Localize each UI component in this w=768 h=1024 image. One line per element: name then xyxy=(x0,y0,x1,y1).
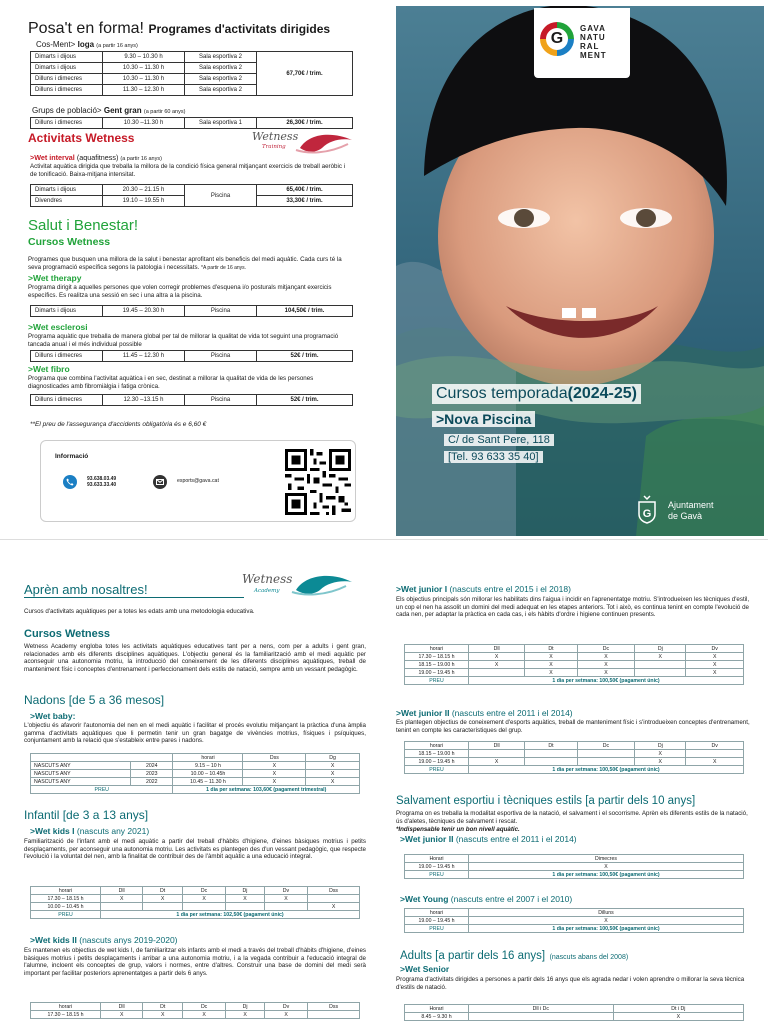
fibro-description: Programa que combina l'activitat aquàtica i en sec, destinat a millorar la qualitat de vida de les persones diagnosticades amb fibromiàlgia i fatiga crònica. xyxy=(28,375,314,390)
table-row: 17.30 – 18.15 h X X X X X xyxy=(31,895,360,903)
table-row: Dimarts i dijous 19.45 – 20.30 h Piscina 104,50€ / trim. xyxy=(31,306,353,317)
table-row: PREU 1 dia per setmana: 100,50€ (pagament únic) xyxy=(405,677,744,685)
kids2-description: Es mantenen els objectius de wet kids I, de familiaritzar els infants amb el medi a través del treball d'hàbits d'higiene, d'eines bàsiques motrius i petits desplaçaments i arribar a una autonomia motriu, i a la vegada contribuir a l'educació integral de l'alumne, incloent els conceptes de grup, valors i normes, entre d'altres. Construir una base de domini del medi serà important per facilitar posteriors aprenentatges a partir dels 6 anys. xyxy=(24,947,366,977)
table-row: Horari Dimecres xyxy=(405,855,744,863)
table-row: 10.00 – 10.45 h X xyxy=(31,903,360,911)
junior2-table xyxy=(404,741,744,774)
interval-description: Activitat aquàtica dirigida que treballa la millora de la condició física general mitjançant exercicis de treball aeròbic i de tonificació. Baixa-mitjana intensitat. xyxy=(30,163,346,178)
table-row: Dimarts i dijous 20.30 – 21.15 h Piscina 65,40€ / trim. xyxy=(31,185,353,196)
table-row: horari Dss Dg xyxy=(31,754,360,762)
kids1-heading: >Wet kids I (nascuts any 2021) xyxy=(30,826,150,836)
fibro-heading: >Wet fibro xyxy=(28,364,70,374)
interval-heading: >Wet interval (aquafitness) (a partir 16 anys) xyxy=(30,153,162,162)
esclerosi-table xyxy=(30,350,353,362)
baby-description: L'objectiu és afavorir l'autonomia del nen en el medi aquàtic i facilitar el procés evolutiu mitjançant la pràctica d'una àmplia gamma d'activitats aquàtiques que li permetin tenir un gran bagatge de vivències motrius, físiques i psíquiques, conjuntament amb la relació que s'estableix entre pares i nadons. xyxy=(24,722,366,745)
senior-heading: >Wet Senior xyxy=(400,964,450,974)
table-row: 19.00 – 19.45 h X X X xyxy=(405,669,744,677)
svg-text:G: G xyxy=(642,508,652,520)
brand-g-icon: G xyxy=(540,22,574,56)
salut-description: Programes que busquen una millora de la salut i benestar aprofitant els beneficis del medi aquàtic. Cada curs té la seva programació específica segons la patologia i necessitats. *A partir de 16 anys. xyxy=(28,256,342,271)
salvament-description: Programa on es treballa la modalitat esportiva de la natació, el salvament i el socorrisme. Aprèn els diferents estils de la natació, ús d'aletes, tècniques de salvament i rescat. xyxy=(396,810,748,825)
junior1-heading: >Wet junior I (nascuts entre el 2015 i el 2018) xyxy=(396,584,571,594)
title-sub: Programes d'activitats dirigides xyxy=(148,22,331,36)
table-row: 17.30 – 18.15 h X X X X X xyxy=(31,1011,360,1019)
salvament-note: *Indispensable tenir un bon nivell aquàtic. xyxy=(396,826,520,833)
phone-icon xyxy=(63,475,77,489)
pool-name: >Nova Piscina xyxy=(432,411,535,427)
table-row: Dilluns i dimecres 11.45 – 12.30 h Piscina 52€ / trim. xyxy=(31,351,353,362)
junior1-description: Els objectius principals són millorar les habilitats dins l'aigua i incidir en l'aprenentatge motriu. S'introdueixen les tècniques d'estil, un cop el nen ha assolit un domini del medi adequat en les etapes anteriors. Tot i això, es continua tenint en compte l'evolució de cada nen, per adaptar la pràctica en cada cas, i els hàbits d'ordre i higiene continuen presents. xyxy=(396,596,750,619)
table-row: 19.00 – 19.45 h X xyxy=(405,917,744,925)
young-table xyxy=(404,908,744,933)
wetness-training-logo: Wetness Training xyxy=(248,128,358,158)
cursos-wetness-heading: Cursos Wetness xyxy=(28,236,111,248)
salvament-heading: Salvament esportiu i tècniques estils [a partir dels 10 anys] xyxy=(396,795,696,807)
therapy-table xyxy=(30,305,353,317)
table-row: NASCUTS ANY 2023 10.00 – 10.45h X X xyxy=(31,770,360,778)
salut-heading: Salut i Benestar! xyxy=(28,217,139,234)
table-row: 8.45 – 9.30 h X xyxy=(405,1013,744,1021)
ioga-heading: Cos-Ment> Ioga (a partir 16 anys) xyxy=(36,40,138,49)
title-main: Posa't en forma! xyxy=(28,20,144,37)
table-row: PREU 1 dia per setmana: 100,50€ (pagament únic) xyxy=(405,871,744,879)
therapy-heading: >Wet therapy xyxy=(28,273,82,283)
senior-description: Programa d'activitats dirigides a persones a partir dels 16 anys que els agrada nedar i volen aprendre o millorar la seva tècnica d'estils de natació. xyxy=(396,976,745,991)
table-row: horari Dll Dt Dc Dj Dv Dss xyxy=(31,1003,360,1011)
table-row: Dilluns i dimecres 10.30 –11.30 h Sala esportiva 1 26,30€ / trim. xyxy=(31,118,353,129)
learn-intro: Cursos d'activitats aquàtiques per a totes les edats amb una metodologia educativa. xyxy=(24,608,255,615)
esclerosi-heading: >Wet esclerosi xyxy=(28,322,88,332)
junior2-description: Es plantegen objectius de coneixement d'esports aquàtics, treball de manteniment físic i s'introdueixen conceptes d'entrenament, tenint en compte les característiques del grup. xyxy=(396,719,750,734)
table-row: PREU 1 dia per setmana: 100,50€ (pagament únic) xyxy=(405,766,744,774)
table-row: Dimarts i dijous 10.30 – 11.30 h Sala esportiva 2 xyxy=(31,63,353,74)
page-title xyxy=(28,20,330,38)
table-row: Horari Dll i Dc Dt i Dj xyxy=(405,1005,744,1013)
gent-gran-heading: Grups de població> Gent gran (a partir 60 anys) xyxy=(32,106,186,115)
junior1-table xyxy=(404,644,744,685)
table-row: horari Dilluns xyxy=(405,909,744,917)
season-title: Cursos temporada(2024-25) xyxy=(432,384,641,404)
table-row: 18.15 – 19.00 h X xyxy=(405,750,744,758)
table-row: horari Dll Dt Dc Dj Dv xyxy=(405,742,744,750)
table-row: Divendres 19.10 – 19.55 h 33,30€ / trim. xyxy=(31,196,353,207)
therapy-description: Programa dirigit a aquelles persones que volen corregir problemes d'esquena i/o posturals mitjançant exercicis específics. Es realitza una sessió en sec i una altra a la piscina. xyxy=(28,284,332,299)
table-row: Dilluns i dimecres 12.30 –13.15 h Piscina 52€ / trim. xyxy=(31,395,353,406)
email-link[interactable]: esports@gava.cat xyxy=(177,478,219,484)
kids1-table xyxy=(30,886,360,919)
kids2-table xyxy=(30,1002,360,1019)
email-icon xyxy=(153,475,167,489)
junior2-heading: >Wet junior II (nascuts entre el 2011 i el 2014) xyxy=(396,708,573,718)
kids2-heading: >Wet kids II (nascuts anys 2019-2020) xyxy=(30,935,178,945)
table-row: 17.30 – 18.15 h X X X X X xyxy=(405,653,744,661)
table-row: PREU 1 dia per setmana: 102,50€ (pagament únic) xyxy=(31,911,360,919)
salv-junior-table xyxy=(404,854,744,879)
table-row: PREU 1 dia per setmana: 100,50€ (pagament únic) xyxy=(405,925,744,933)
baby-heading: >Wet baby: xyxy=(30,711,76,721)
info-box xyxy=(40,440,356,522)
academy-cursos-heading: Cursos Wetness xyxy=(24,628,110,640)
brand-wordmark: GAVA NATU RAL MENT xyxy=(580,24,607,60)
table-row: NASCUTS ANY 2022 10.45 – 11.30 h X X xyxy=(31,778,360,786)
info-phones: 93.638.03.49 93.633.33.40 xyxy=(87,476,117,489)
table-row: Dilluns i dimecres 10.30 – 11.30 h Sala esportiva 2 xyxy=(31,74,353,85)
ioga-table xyxy=(30,51,353,96)
academy-description: Wetness Academy engloba totes les activitats aquàtiques educatives tant per a nens, com per a adults i gent gran, relacionades amb els diferents disciplines aquàtiques. L'objectiu general és la familiarització amb el medi aquàtic per aconseguir una autonomia motriu, la introducció del coneixement de les diferents disciplines aquàtiques, treball de manteniment físic i conceptes d'entrenament i perfeccionament dels estils de natació, sempre amb un vessant pedagògic. xyxy=(24,643,366,673)
learn-heading: Aprèn amb nosaltres! xyxy=(24,582,244,598)
table-row: 19.00 – 19.45 h X X X xyxy=(405,758,744,766)
qr-code-icon xyxy=(285,449,351,515)
pool-address: C/ de Sant Pere, 118 xyxy=(444,434,554,446)
table-row: horari Dll Dt Dc Dj Dv xyxy=(405,645,744,653)
pool-phone: [Tel. 93 633 35 40] xyxy=(444,451,543,463)
adults-heading: Adults [a partir dels 16 anys] (nascuts abans del 2008) xyxy=(400,950,629,962)
table-row: Dimarts i dijous 9.30 – 10.30 h Sala esportiva 2 67,70€ / trim. xyxy=(31,52,353,63)
baby-table xyxy=(30,753,360,794)
wetness-academy-logo: Wetness Academy xyxy=(240,568,358,602)
council-name: Ajuntament de Gavà xyxy=(668,500,714,521)
bottom-spread xyxy=(0,548,768,1024)
salv-junior-heading: >Wet junior II (nascuts entre el 2011 i el 2014) xyxy=(400,834,577,844)
table-row: horari Dll Dt Dc Dj Dv Dss xyxy=(31,887,360,895)
info-title: Informació xyxy=(55,453,89,460)
kids1-description: Familiarització de l'infant amb el medi aquàtic a partir del treball d'hàbits d'higiene, d'eines bàsiques motrius i petits desplaçaments, per aconseguir una autonomia motriu. Les activitats es plantegen des d'un vessant pedagògic, que respecte l'evolució i la voluntat del nen, amb la finalitat de contribuir des de l'àmbit aquàtic a una educació integral. xyxy=(24,838,366,861)
council-crest-icon xyxy=(636,492,658,524)
infantil-heading: Infantil [de 3 a 13 anys] xyxy=(24,808,149,822)
insurance-note: **El preu de l'assegurança d'accidents obligatòria és e 6,60 € xyxy=(30,421,207,428)
ioga-price: 67,70€ / trim. xyxy=(257,52,353,96)
wetness-heading: Activitats Wetness xyxy=(28,131,135,145)
fibro-table xyxy=(30,394,353,406)
gava-naturalment-logo xyxy=(534,8,630,78)
nadons-heading: Nadons [de 5 a 36 mesos] xyxy=(24,693,165,707)
interval-table xyxy=(30,184,353,207)
table-row: PREU 1 dia per setmana: 103,60€ (pagament trimestral) xyxy=(31,786,360,794)
table-row: 19.00 – 19.45 h X xyxy=(405,863,744,871)
young-heading: >Wet Young (nascuts entre el 2007 i el 2010) xyxy=(400,894,573,904)
esclerosi-description: Programa aquàtic que treballa de manera global per tal de millorar la qualitat de vida tot seguint una programació tancada anual i el més individual possible xyxy=(28,333,339,348)
table-row: Dilluns i dimecres 11.30 – 12.30 h Sala esportiva 2 xyxy=(31,85,353,96)
table-row: 18.15 – 19.00 h X X X X xyxy=(405,661,744,669)
senior-table xyxy=(404,1004,744,1021)
table-row: NASCUTS ANY 2024 9.15 – 10 h X X xyxy=(31,762,360,770)
